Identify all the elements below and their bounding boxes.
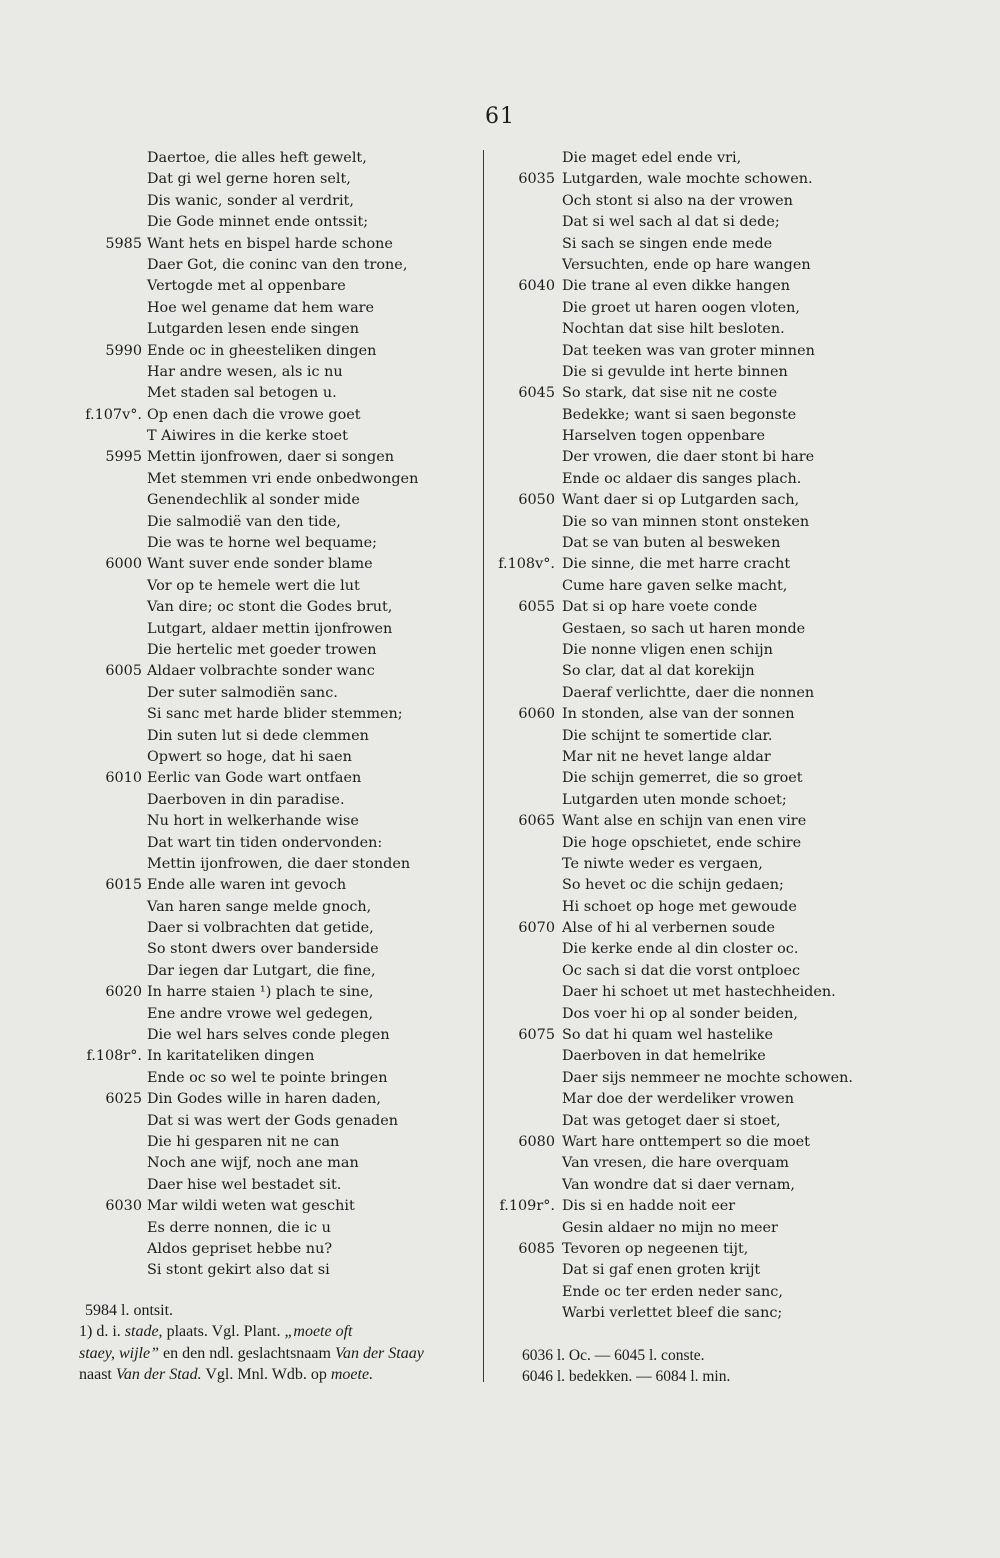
verse-text: So stont dwers over banderside — [147, 941, 379, 958]
verse-line — [72, 747, 472, 768]
verse-line — [496, 362, 966, 383]
verse-line — [496, 533, 966, 554]
verse-line — [72, 341, 472, 362]
line-number: 6085 — [518, 1240, 555, 1257]
verse-line — [496, 1111, 966, 1132]
verse-line — [496, 405, 966, 426]
verse-line — [72, 234, 472, 255]
verse-text: In karitateliken dingen — [147, 1048, 315, 1065]
verse-line — [496, 212, 966, 233]
line-number: f.109r°. — [499, 1198, 555, 1215]
footnote-line: 6036 l. Oc. — 6045 l. conste. — [522, 1347, 705, 1364]
verse-text: Dat se van buten al besweken — [562, 535, 781, 552]
verse-text: Dat si gaf enen groten krijt — [562, 1262, 761, 1279]
verse-line — [72, 212, 472, 233]
verse-line — [496, 255, 966, 276]
verse-text: Dos voer hi op al sonder beiden, — [562, 1005, 798, 1022]
verse-text: Die si gevulde int herte binnen — [562, 363, 788, 380]
verse-line — [72, 1239, 472, 1260]
verse-line — [72, 833, 472, 854]
verse-line — [496, 1004, 966, 1025]
verse-text: Eerlic van Gode wart ontfaen — [147, 770, 362, 787]
verse-text: Daer sijs nemmeer ne mochte schowen. — [562, 1069, 853, 1086]
verse-text: Die schijnt te somertide clar. — [562, 727, 773, 744]
verse-line — [496, 234, 966, 255]
verse-line — [72, 939, 472, 960]
verse-text: Och stont si also na der vrowen — [562, 192, 793, 209]
verse-line — [72, 512, 472, 533]
verse-line — [72, 597, 472, 618]
verse-text: Har andre wesen, als ic nu — [147, 363, 343, 380]
verse-line — [72, 897, 472, 918]
verse-line — [72, 426, 472, 447]
footnote-italic: staey, wijle” — [79, 1344, 159, 1362]
verse-line — [72, 1068, 472, 1089]
right-column — [496, 148, 966, 1324]
verse-line — [72, 490, 472, 511]
verse-text: Warbi verlettet bleef die sanc; — [562, 1305, 783, 1322]
verse-text: In harre staien ¹) plach te sine, — [147, 984, 374, 1001]
verse-line — [496, 597, 966, 618]
verse-text: Die hi gesparen nit ne can — [147, 1133, 340, 1150]
verse-line — [72, 1218, 472, 1239]
line-number: 6045 — [518, 385, 555, 402]
line-number: 5995 — [105, 449, 142, 466]
footnote-text: en den ndl. geslachtsnaam — [159, 1344, 335, 1362]
verse-line — [496, 341, 966, 362]
verse-text: Die hertelic met goeder trowen — [147, 641, 377, 658]
verse-line — [496, 619, 966, 640]
footnote-line — [79, 1343, 465, 1364]
verse-line — [72, 362, 472, 383]
verse-text: Ende oc ter erden neder sanc, — [562, 1283, 783, 1300]
line-number: 6080 — [518, 1133, 555, 1150]
verse-line — [72, 383, 472, 404]
verse-text: In stonden, alse van der sonnen — [562, 706, 795, 723]
verse-text: Versuchten, ende op hare wangen — [562, 256, 811, 273]
verse-text: Hi schoet op hoge met gewoude — [562, 898, 797, 915]
verse-text: Hoe wel gename dat hem ware — [147, 299, 375, 316]
line-number: 6005 — [105, 663, 142, 680]
verse-text: Want daer si op Lutgarden sach, — [562, 492, 800, 509]
verse-text: Die so van minnen stont onsteken — [562, 513, 810, 530]
verse-text: Vor op te hemele wert die lut — [147, 577, 360, 594]
verse-line — [496, 490, 966, 511]
verse-text: Want hets en bispel harde schone — [147, 235, 393, 252]
verse-text: Si stont gekirt also dat si — [147, 1262, 330, 1279]
line-number: f.108r°. — [86, 1048, 142, 1065]
footnote-italic: „moete oft — [284, 1323, 353, 1341]
verse-text: So dat hi quam wel hastelike — [562, 1027, 773, 1044]
verse-line — [496, 554, 966, 575]
verse-line — [72, 768, 472, 789]
verse-text: Lutgarden, wale mochte schowen. — [562, 171, 813, 188]
verse-line — [496, 191, 966, 212]
footnote-line: 6046 l. bedekken. — 6084 l. min. — [522, 1368, 731, 1386]
verse-text: Van wondre dat si daer vernam, — [562, 1176, 795, 1193]
column-divider — [483, 150, 484, 1382]
verse-line — [72, 276, 472, 297]
verse-text: Mettin ijonfrowen, die daer stonden — [147, 855, 411, 872]
verse-text: Oc sach si dat die vorst ontploec — [562, 962, 801, 979]
verse-text: Van vresen, die hare overquam — [562, 1155, 789, 1172]
line-number: 6000 — [105, 556, 142, 573]
verse-text: Te niwte weder es vergaen, — [562, 855, 763, 872]
verse-line — [496, 1175, 966, 1196]
verse-text: Nochtan dat sise hilt besloten. — [562, 321, 785, 338]
verse-line — [496, 768, 966, 789]
verse-text: Tevoren op negeenen tijt, — [562, 1240, 749, 1257]
verse-text: So clar, dat al dat korekijn — [562, 663, 755, 680]
verse-text: Dat si wel sach al dat si dede; — [562, 214, 780, 231]
verse-text: Met staden sal betogen u. — [147, 385, 337, 402]
verse-text: Die kerke ende al din closter oc. — [562, 941, 799, 958]
verse-line — [496, 640, 966, 661]
verse-text: Die salmodië van den tide, — [147, 513, 341, 530]
verse-line — [72, 704, 472, 725]
verse-line — [72, 683, 472, 704]
page-number: 61 — [485, 104, 515, 129]
verse-text: Der vrowen, die daer stont bi hare — [562, 449, 815, 466]
footnote-italic: moete. — [330, 1366, 374, 1384]
footnote-text: 5984 l. ontsit. — [85, 1302, 174, 1319]
verse-line — [496, 811, 966, 832]
verse-line — [496, 319, 966, 340]
verse-line — [496, 1303, 966, 1324]
verse-line — [72, 405, 472, 426]
line-number: 5985 — [105, 235, 142, 252]
verse-text: Daerboven in din paradise. — [147, 791, 345, 808]
verse-line — [496, 1218, 966, 1239]
line-number: 6060 — [518, 706, 555, 723]
footnote-text: naast — [79, 1366, 116, 1384]
verse-text: Dat teeken was van groter minnen — [562, 342, 815, 359]
line-number: f.108v°. — [498, 556, 555, 573]
verse-line — [72, 1111, 472, 1132]
verse-line — [496, 1282, 966, 1303]
line-number: 6050 — [518, 492, 555, 509]
verse-text: Daer Got, die coninc van den trone, — [147, 256, 408, 273]
verse-text: Dis si en hadde noit eer — [562, 1198, 736, 1215]
verse-line — [72, 1004, 472, 1025]
verse-line — [496, 1239, 966, 1260]
line-number: 6030 — [105, 1198, 142, 1215]
verse-text: Mettin ijonfrowen, daer si songen — [147, 449, 395, 466]
verse-line — [496, 169, 966, 190]
verse-text: Op enen dach die vrowe goet — [147, 406, 361, 423]
line-number: 6055 — [518, 599, 555, 616]
verse-text: Gestaen, so sach ut haren monde — [562, 620, 806, 637]
line-number: 6065 — [518, 813, 555, 830]
verse-text: Dat was getoget daer si stoet, — [562, 1112, 781, 1129]
verse-line — [72, 640, 472, 661]
line-number: 5990 — [105, 342, 142, 359]
verse-text: So hevet oc die schijn gedaen; — [562, 877, 784, 894]
verse-line — [496, 982, 966, 1003]
verse-line — [72, 1132, 472, 1153]
verse-line — [72, 918, 472, 939]
verse-line — [496, 961, 966, 982]
line-number: 6070 — [518, 920, 555, 937]
verse-text: Die groet ut haren oogen vloten, — [562, 299, 801, 316]
line-number: 6020 — [105, 984, 142, 1001]
verse-line — [496, 148, 966, 169]
verse-line — [72, 854, 472, 875]
verse-line — [72, 1046, 472, 1067]
verse-text: Die maget edel ende vri, — [562, 150, 742, 166]
verse-line — [72, 726, 472, 747]
verse-text: Bedekke; want si saen begonste — [562, 406, 797, 423]
verse-text: Harselven togen oppenbare — [562, 428, 766, 445]
verse-text: T Aiwires in die kerke stoet — [147, 428, 348, 445]
verse-text: So stark, dat sise nit ne coste — [562, 385, 778, 402]
verse-text: Daerboven in dat hemelrike — [562, 1048, 766, 1065]
verse-line — [72, 661, 472, 682]
verse-line — [496, 1068, 966, 1089]
verse-text: Dar iegen dar Lutgart, die fine, — [147, 962, 376, 979]
verse-text: Alse of hi al verbernen soude — [562, 920, 776, 937]
line-number: 6075 — [518, 1027, 555, 1044]
verse-text: Daeraf verlichtte, daer die nonnen — [562, 684, 815, 701]
verse-line — [72, 169, 472, 190]
line-number: f.107v°. — [85, 406, 142, 423]
verse-line — [496, 576, 966, 597]
verse-text: Die schijn gemerret, die so groet — [562, 770, 803, 787]
verse-line — [72, 1025, 472, 1046]
verse-line — [496, 726, 966, 747]
verse-text: Genendechlik al sonder mide — [147, 492, 360, 509]
verse-line — [72, 875, 472, 896]
verse-text: Mar wildi weten wat geschit — [147, 1198, 355, 1215]
verse-text: Aldaer volbrachte sonder wanc — [147, 663, 375, 680]
verse-line — [496, 447, 966, 468]
verse-line — [496, 790, 966, 811]
verse-line — [72, 1175, 472, 1196]
verse-line — [496, 469, 966, 490]
verse-line — [496, 918, 966, 939]
verse-text: Dat gi wel gerne horen selt, — [147, 171, 351, 188]
verse-text: Die trane al even dikke hangen — [562, 278, 791, 295]
verse-text: Dis wanic, sonder al verdrit, — [147, 192, 354, 209]
verse-line — [496, 897, 966, 918]
verse-line — [496, 747, 966, 768]
verse-text: Van haren sange melde gnoch, — [147, 898, 372, 915]
verse-line — [72, 982, 472, 1003]
verse-text: Din Godes wille in haren daden, — [147, 1091, 381, 1108]
footnote-line — [85, 1300, 465, 1321]
verse-text: Ene andre vrowe wel gedegen, — [147, 1005, 374, 1022]
verse-text: Lutgarden lesen ende singen — [147, 321, 360, 338]
verse-line — [72, 1260, 472, 1281]
verse-text: Daer hise wel bestadet sit. — [147, 1176, 342, 1193]
verse-text: Dat wart tin tiden ondervonden: — [147, 834, 383, 851]
line-number: 6035 — [518, 171, 555, 188]
footnote-italic: Van der Staay — [334, 1344, 424, 1362]
verse-text: Daer hi schoet ut met hastechheiden. — [562, 984, 836, 1001]
verse-line — [72, 469, 472, 490]
verse-text: Daer si volbrachten dat getide, — [147, 920, 374, 937]
left-column — [72, 148, 472, 1282]
verse-line — [72, 961, 472, 982]
verse-line — [72, 554, 472, 575]
line-number: 6015 — [105, 877, 142, 894]
verse-text: Want alse en schijn van enen vire — [562, 813, 807, 830]
verse-line — [72, 1196, 472, 1217]
verse-text: Cume hare gaven selke macht, — [562, 577, 788, 594]
verse-line — [72, 191, 472, 212]
verse-text: Lutgarden uten monde schoet; — [562, 791, 787, 808]
verse-line — [496, 939, 966, 960]
verse-text: Si sanc met harde blider stemmen; — [147, 706, 403, 723]
verse-text: Daertoe, die alles heft gewelt, — [147, 150, 367, 166]
verse-text: Ende oc aldaer dis sanges plach. — [562, 470, 802, 487]
verse-text: Mar doe der werdeliker vrowen — [562, 1091, 795, 1108]
verse-text: Aldos gepriset hebbe nu? — [147, 1240, 333, 1257]
verse-text: Nu hort in welkerhande wise — [147, 813, 359, 830]
verse-text: Ende alle waren int gevoch — [147, 877, 347, 894]
verse-line — [496, 704, 966, 725]
verse-line — [72, 255, 472, 276]
verse-text: Gesin aldaer no mijn no meer — [562, 1219, 778, 1236]
verse-text: Wart hare onttempert so die moet — [562, 1133, 810, 1150]
verse-line — [496, 875, 966, 896]
verse-line — [72, 148, 472, 169]
footnote-text: 1) d. i. — [79, 1323, 125, 1341]
verse-line — [496, 276, 966, 297]
verse-line — [72, 790, 472, 811]
footnote-text: plaats. Vgl. Plant. — [162, 1323, 285, 1341]
verse-text: Met stemmen vri ende onbedwongen — [147, 470, 419, 487]
verse-line — [72, 576, 472, 597]
verse-line — [72, 1089, 472, 1110]
verse-text: Ende oc so wel te pointe bringen — [147, 1069, 388, 1086]
line-number: 6025 — [105, 1091, 142, 1108]
verse-line — [496, 833, 966, 854]
verse-text: Die hoge opschietet, ende schire — [562, 834, 802, 851]
footnote-text: Vgl. Mnl. Wdb. op — [201, 1366, 331, 1384]
footnote-italic: stade, — [124, 1323, 163, 1341]
verse-line — [72, 298, 472, 319]
footnotes-right — [522, 1345, 962, 1388]
verse-line — [72, 533, 472, 554]
verse-line — [496, 1046, 966, 1067]
verse-line — [496, 383, 966, 404]
verse-text: Die sinne, die met harre cracht — [562, 556, 791, 573]
verse-text: Ende oc in gheesteliken dingen — [147, 342, 377, 359]
verse-text: Mar nit ne hevet lange aldar — [562, 748, 771, 765]
verse-line — [496, 1025, 966, 1046]
verse-text: Die Gode minnet ende ontssit; — [147, 214, 369, 231]
verse-line — [496, 854, 966, 875]
verse-line — [496, 1196, 966, 1217]
verse-line — [72, 1153, 472, 1174]
verse-line — [496, 1260, 966, 1281]
verse-text: Die nonne vligen enen schijn — [562, 641, 773, 658]
footnote-line — [79, 1364, 465, 1385]
verse-text: Lutgart, aldaer mettin ijonfrowen — [147, 620, 393, 637]
verse-text: Die wel hars selves conde plegen — [147, 1027, 390, 1044]
verse-text: Die was te horne wel bequame; — [147, 535, 377, 552]
verse-text: Noch ane wijf, noch ane man — [147, 1155, 359, 1172]
verse-text: Si sach se singen ende mede — [562, 235, 773, 252]
verse-line — [496, 512, 966, 533]
verse-line — [496, 1132, 966, 1153]
verse-text: Dat si op hare voete conde — [562, 599, 758, 616]
footnote-line — [79, 1321, 465, 1342]
verse-text: Es derre nonnen, die ic u — [147, 1219, 331, 1236]
verse-text: Opwert so hoge, dat hi saen — [147, 748, 352, 765]
verse-line — [496, 298, 966, 319]
line-number: 6010 — [105, 770, 142, 787]
verse-line — [72, 319, 472, 340]
verse-text: Want suver ende sonder blame — [147, 556, 373, 573]
verse-text: Der suter salmodiën sanc. — [147, 684, 338, 701]
verse-line — [496, 426, 966, 447]
verse-text: Vertogde met al oppenbare — [147, 278, 346, 295]
verse-line — [496, 683, 966, 704]
verse-text: Din suten lut si dede clemmen — [147, 727, 369, 744]
verse-text: Dat si was wert der Gods genaden — [147, 1112, 399, 1129]
line-number: 6040 — [518, 278, 555, 295]
verse-line — [72, 811, 472, 832]
footnotes-left — [79, 1300, 465, 1386]
verse-line — [496, 1089, 966, 1110]
footnote-italic: Van der Stad. — [115, 1366, 202, 1384]
verse-line — [72, 619, 472, 640]
verse-text: Van dire; oc stont die Godes brut, — [147, 599, 393, 616]
verse-line — [72, 447, 472, 468]
verse-line — [496, 661, 966, 682]
verse-line — [496, 1153, 966, 1174]
